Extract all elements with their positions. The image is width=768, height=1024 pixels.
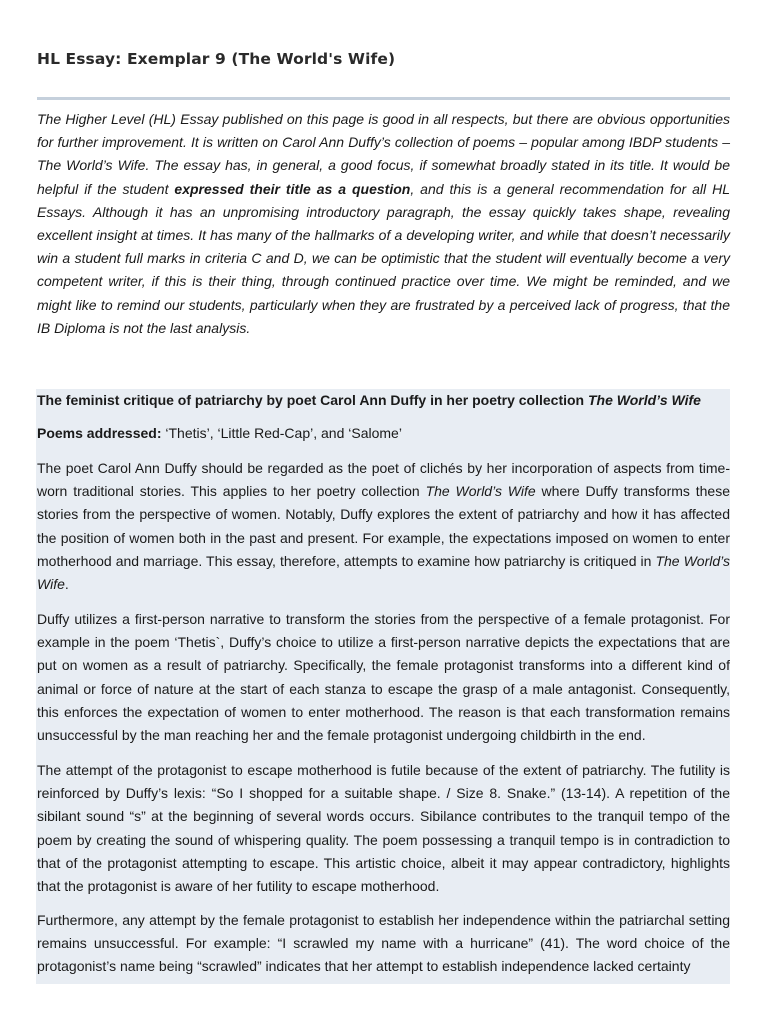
essay-paragraph-1 — [37, 457, 730, 596]
poems-list: ‘Thetis’, ‘Little Red-Cap’, and ‘Salome’ — [161, 425, 402, 441]
essay-paragraph-4: Furthermore, any attempt by the female protagonist to establish her independence within the patriarchal setting remains unsuccessful. For example: “I scrawled my name with a hurricane” (41). The word choice of the protagonist’s name being “scrawled” indicates that her attempt to establish independence lacked certainty — [37, 912, 730, 975]
intro-text-2: , and this is a general recommendation for all HL Essays. Although it has an unpromising introductory paragraph, the essay quickly takes shape, revealing excellent insight at times. It has many of the hallmarks of a developing writer, and while that doesn’t necessarily win a student full marks in criteria C and D, we can be optimistic that the student will eventually become a very competent writer, if this is their thing, through continued practice over time. We might be reminded, and we might like to remind our students, particularly when they are frustrated by a perceived lack of progress, that the IB Diploma is not the last analysis. — [37, 180, 730, 336]
essay-heading-book-title: The World’s Wife — [588, 392, 701, 408]
poems-label: Poems addressed: — [37, 425, 162, 441]
essay-body — [36, 389, 730, 984]
essay-paragraph-3: The attempt of the protagonist to escape motherhood is futile because of the extent of patriarchy. The futility is reinforced by Duffy’s lexis: “So I shopped for a suitable shape. / Size 8. Snake.” (13-14). A repetition of the sibilant sound “s” at the beginning of several words occurs. Sibilance contributes to the tranquil tempo of the poem by creating the sound of whispering quality. The poem possessing a tranquil tempo is in contradiction to that of the protagonist attempting to escape. This artistic choice, albeit it may appear contradictory, highlights that the protagonist is aware of her futility to escape motherhood. — [37, 762, 730, 895]
p1-text-a: The poet Carol Ann Duffy should be regarded as the poet of clichés by her incorporation of aspects from time-worn traditional stories. This applies to her poetry collection — [37, 460, 730, 500]
essay-paragraph-2: Duffy utilizes a first-person narrative to transform the stories from the perspective of a female protagonist. For example in the poem ‘Thetis`, Duffy’s choice to utilize a first-person narrative depicts the expectations that are put on women as a result of patriarchy. Specifically, the female protagonist transforms into a different kind of animal or force of nature at the start of each stanza to escape the grasp of a male antagonist. Consequently, this enforces the expectation of women to enter motherhood. The reason is that each transformation remains unsuccessful by the man reaching her and the female protagonist undergoing childbirth in the end. — [37, 611, 730, 744]
intro-text-1: The Higher Level (HL) Essay published on this page is good in all respects, but there are obvious opportunities for further improvement. It is written on Carol Ann Duffy’s collection of poems – popular among IBDP students – The World’s Wife. The essay has, in general, a good focus, if somewhat broadly stated in its title. It would be helpful if the student — [37, 111, 730, 197]
page-title: HL Essay: Exemplar 9 (The World's Wife) — [37, 50, 396, 68]
p1-book-title: The World’s Wife — [425, 483, 536, 500]
intro-paragraph — [37, 108, 730, 340]
poems-addressed — [37, 422, 730, 445]
p1-text-c: . — [64, 576, 69, 593]
essay-heading — [37, 389, 730, 412]
intro-emphasis: expressed their title as a question — [174, 180, 411, 197]
title-divider — [37, 97, 730, 100]
essay-heading-text: The feminist critique of patriarchy by poet Carol Ann Duffy in her poetry collection — [37, 392, 588, 408]
p1-text-b: where Duffy transforms these stories from the perspective of women. Notably, Duffy explores the extent of patriarchy and how it has affected the position of women both in the past and present. For example, the expectations imposed on women to enter motherhood and marriage. This essay, therefore, attempts to examine how patriarchy is critiqued in — [37, 483, 730, 569]
p1-book-title-2: The World’s Wife — [37, 552, 730, 593]
